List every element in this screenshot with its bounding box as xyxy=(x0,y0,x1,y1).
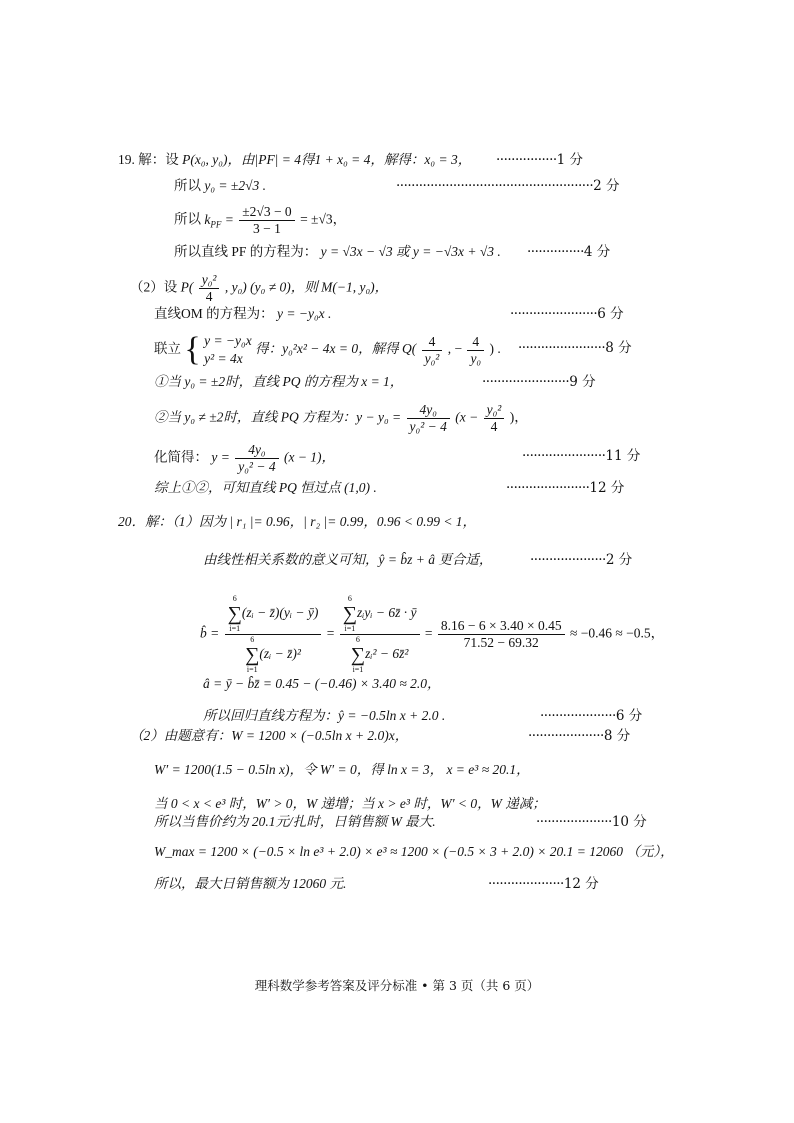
score-dots: ···················· xyxy=(540,708,616,724)
p-fraction xyxy=(199,272,220,305)
q19-line-8 xyxy=(154,372,403,392)
sum-bottom: i=1 xyxy=(229,624,241,633)
q19-line-2 xyxy=(174,176,266,196)
q19-math-4: y = √3x − √3 或 y = −√3x + √3 . xyxy=(320,244,501,259)
q20-line-2 xyxy=(203,550,492,570)
b-frac-2-den-text: zᵢ² − 6z̄² xyxy=(365,646,409,662)
score-12-q19 xyxy=(506,478,624,498)
slope-den: 3 − 1 xyxy=(253,221,281,236)
pq-frac-1 xyxy=(407,402,450,435)
sum-symbol xyxy=(343,594,357,634)
q20-text-10: W_max = 1200 × (−0.5 × ln e³ + 2.0) × e³ ≈ 1200 × (−0.5 × 3 + 2.0) × 20.1 = 12060 （元）， xyxy=(154,844,674,859)
point-q: Q( xyxy=(401,341,417,357)
q19-line-7 xyxy=(154,332,501,368)
score-10 xyxy=(536,812,647,832)
equals: = xyxy=(424,625,433,641)
score-label: 6 分 xyxy=(597,306,624,322)
score-2-q20 xyxy=(530,550,632,570)
sum-top: 6 xyxy=(232,594,237,603)
b-frac-2 xyxy=(340,594,420,675)
q19-line-3 xyxy=(174,204,346,237)
sigma: ∑ xyxy=(227,603,242,625)
q19-text-8: ①当 y₀ = ±2时，直线 PQ 的方程为 x = 1， xyxy=(154,374,404,389)
q19-line-1 xyxy=(118,150,471,170)
q20-line-8 xyxy=(154,794,546,814)
sum-symbol xyxy=(228,594,242,634)
q19-mid-7: 得：y₀²x² − 4x = 0，解得 xyxy=(255,341,399,357)
sum-bottom: i=1 xyxy=(246,665,258,674)
b-frac-1-num xyxy=(225,594,322,635)
part2-lead: （2）设 xyxy=(130,279,178,295)
score-label: 11 分 xyxy=(605,448,641,464)
score-label: 10 分 xyxy=(611,814,647,830)
equals: = xyxy=(326,625,335,641)
q20-text-4: â = ȳ − b̂z̄ = 0.45 − (−0.46) × 3.40 ≈ 2.0， xyxy=(203,676,441,691)
q19-text-9: ②当 y₀ ≠ ±2时，直线 PQ 方程为：y − y₀ = xyxy=(154,409,402,425)
q20-text-6: （2）由题意有：W = 1200 × (−0.5ln x + 2.0)x， xyxy=(130,728,409,743)
q20-line-10 xyxy=(154,842,674,862)
slope-fraction xyxy=(239,204,294,237)
q20-text-5: 所以回归直线方程为：ŷ = −0.5ln x + 2.0 . xyxy=(203,708,446,723)
score-dots: ················ xyxy=(496,152,557,168)
q20-line-9 xyxy=(154,812,436,832)
sigma: ∑ xyxy=(350,644,366,666)
brace: { xyxy=(184,331,201,368)
point-p-y: , y₀) xyxy=(224,279,247,295)
score-dots: ···················· xyxy=(530,552,606,568)
score-label: 8 分 xyxy=(605,340,632,356)
q-frac-2 xyxy=(467,334,484,367)
q19-text-4: 所以直线 PF 的方程为： xyxy=(174,244,318,259)
simplified-frac xyxy=(235,442,278,475)
q20-text-8: 当 0 < x < e³ 时，W′ > 0，W 递增；当 x > e³ 时，W′ < 0，W 递减； xyxy=(154,796,546,811)
sum-top: 6 xyxy=(355,635,360,644)
score-8-q20 xyxy=(528,726,630,746)
sum-symbol xyxy=(245,635,259,675)
score-9 xyxy=(482,372,596,392)
q19-math-2: y₀ = ±2√3 . xyxy=(204,178,266,193)
score-1 xyxy=(496,150,583,170)
score-label: 6 分 xyxy=(615,708,643,724)
score-11 xyxy=(522,446,640,466)
sum-top: 6 xyxy=(250,635,255,644)
score-dots: ······················· xyxy=(518,340,606,356)
q19-math-6: y = −y₀x . xyxy=(277,306,332,321)
sigma: ∑ xyxy=(342,603,357,625)
part2-rest: (y₀ ≠ 0)，则 M(−1, y₀)， xyxy=(250,279,389,295)
sum-bottom: i=1 xyxy=(352,665,364,674)
b-frac-3-den: 71.52 − 69.32 xyxy=(463,635,539,650)
sys-eq-1: y = −y₀x xyxy=(204,333,252,348)
point-p: P( xyxy=(180,279,194,295)
slope-num: ±2√3 − 0 xyxy=(239,204,294,221)
q19-text-6: 直线OM 的方程为： xyxy=(154,306,274,321)
q19-lead: 19. 解：设 xyxy=(118,152,179,167)
q20-text-9: 所以当售价约为 20.1元/扎时，日销售额 W 最大. xyxy=(154,814,436,829)
q19-line-4 xyxy=(174,242,501,262)
score-12-q20 xyxy=(488,874,599,894)
q20-line-5 xyxy=(203,706,445,726)
pq-close: )， xyxy=(509,409,528,425)
q-frac-2-num: 4 xyxy=(467,334,484,351)
pq-frac-1-den: y₀² − 4 xyxy=(409,419,447,434)
q20-line-1 xyxy=(118,512,476,532)
score-2 xyxy=(396,176,620,196)
b-frac-1-num-text: (zᵢ − z̄)(yᵢ − ȳ) xyxy=(241,605,319,621)
q20-line-7 xyxy=(154,760,530,780)
score-label: 9 分 xyxy=(569,374,596,390)
sys-eq-2: y² = 4x xyxy=(204,351,243,366)
score-label: 2 分 xyxy=(593,178,620,194)
q19-part2 xyxy=(130,272,388,305)
q-close: ) . xyxy=(489,341,501,357)
simplified-lhs: y = xyxy=(211,449,230,465)
b-hat-lead: b̂ = xyxy=(200,625,220,641)
q19-line-10 xyxy=(154,442,335,475)
q19-line-11 xyxy=(154,478,377,498)
q-sep: , − xyxy=(447,341,463,357)
page-footer: 理科数学参考答案及评分标准 • 第 3 页（共 6 页） xyxy=(254,978,540,993)
score-dots: ······················ xyxy=(522,448,606,464)
q20-text-1: 20．解：（1）因为 | r₁ |= 0.96，| r₂ |= 0.99，0.96 < 0.99 < 1， xyxy=(118,514,477,529)
slope-rest: = ±√3， xyxy=(300,211,347,227)
score-dots: ···················· xyxy=(528,728,604,744)
score-label: 1 分 xyxy=(556,152,584,168)
q20-line-3 xyxy=(200,594,664,675)
q-frac-1-den: y₀² xyxy=(424,350,440,366)
score-label: 8 分 xyxy=(603,728,631,744)
sum-symbol xyxy=(351,635,365,675)
b-frac-3 xyxy=(438,618,565,651)
q-frac-1-num: 4 xyxy=(422,334,443,351)
q-frac-2-den: y₀ xyxy=(470,350,482,366)
score-dots: ···················· xyxy=(488,876,564,892)
q19-text-3: 所以 xyxy=(174,211,201,227)
pq-mid: (x − xyxy=(455,409,479,425)
b-frac-2-num xyxy=(340,594,420,635)
simplified-den: y₀² − 4 xyxy=(238,459,276,474)
k-pf: $k_{PF}$ = xyxy=(204,211,234,230)
score-dots: ···················································· xyxy=(396,178,594,194)
q19-line-6 xyxy=(154,304,331,324)
score-dots: ······················ xyxy=(506,480,590,496)
b-frac-1-den-text: (zᵢ − z̄)² xyxy=(259,646,301,662)
score-6-q20 xyxy=(540,706,642,726)
score-dots: ··············· xyxy=(527,244,584,260)
b-frac-1-den xyxy=(225,635,322,675)
q19-math-1: P(x₀, y₀)，由|PF| = 4得1 + x₀ = 4，解得：x₀ = 3， xyxy=(182,152,472,167)
b-frac-3-num: 8.16 − 6 × 3.40 × 0.45 xyxy=(438,618,565,635)
equation-system xyxy=(204,332,252,368)
q20-text-7: W′ = 1200(1.5 − 0.5ln x)，令 W′ = 0，得 ln x = 3， x = e³ ≈ 20.1， xyxy=(154,762,530,777)
score-dots: ······················· xyxy=(482,374,570,390)
score-label: 2 分 xyxy=(605,552,633,568)
score-dots: ······················· xyxy=(510,306,598,322)
q20-line-6 xyxy=(130,726,408,746)
score-6 xyxy=(510,304,624,324)
pq-frac-2-num: y₀² xyxy=(484,402,505,419)
score-4 xyxy=(527,242,610,262)
score-dots: ···················· xyxy=(536,814,612,830)
sum-top: 6 xyxy=(347,594,352,603)
b-hat-rest: ≈ −0.46 ≈ −0.5， xyxy=(569,625,665,641)
score-8 xyxy=(518,338,632,358)
pq-frac-1-num: 4y₀ xyxy=(407,402,450,419)
q20-line-11 xyxy=(154,874,346,894)
q20-line-4 xyxy=(203,674,441,694)
q-frac-1 xyxy=(422,334,443,367)
b-frac-2-num-text: zᵢyᵢ − 6z̄ · ȳ xyxy=(357,605,417,621)
q20-text-11: 所以，最大日销售额为 12060 元. xyxy=(154,876,347,891)
p-frac-num: y₀² xyxy=(199,272,220,289)
simplified-rest: (x − 1)， xyxy=(283,449,336,465)
score-label: 4 分 xyxy=(583,244,611,260)
b-frac-2-den xyxy=(340,635,420,675)
q19-text-11: 综上①②，可知直线 PQ 恒过点 (1,0) . xyxy=(154,480,377,495)
q19-text-2: 所以 xyxy=(174,178,201,193)
p-frac-den: 4 xyxy=(205,289,213,304)
pq-frac-2 xyxy=(484,402,505,435)
q20-text-2: 由线性相关系数的意义可知，ŷ = b̂z + â 更合适， xyxy=(203,552,493,567)
sum-bottom: i=1 xyxy=(344,624,356,633)
q19-text-7: 联立 xyxy=(154,341,181,357)
score-label: 12 分 xyxy=(563,876,599,892)
simplified-num: 4y₀ xyxy=(235,442,278,459)
q19-line-9 xyxy=(154,402,528,435)
sigma: ∑ xyxy=(245,644,260,666)
pq-frac-2-den: 4 xyxy=(490,419,498,434)
score-label: 12 分 xyxy=(589,480,625,496)
q19-text-10: 化简得： xyxy=(154,449,208,465)
b-frac-1 xyxy=(225,594,322,675)
